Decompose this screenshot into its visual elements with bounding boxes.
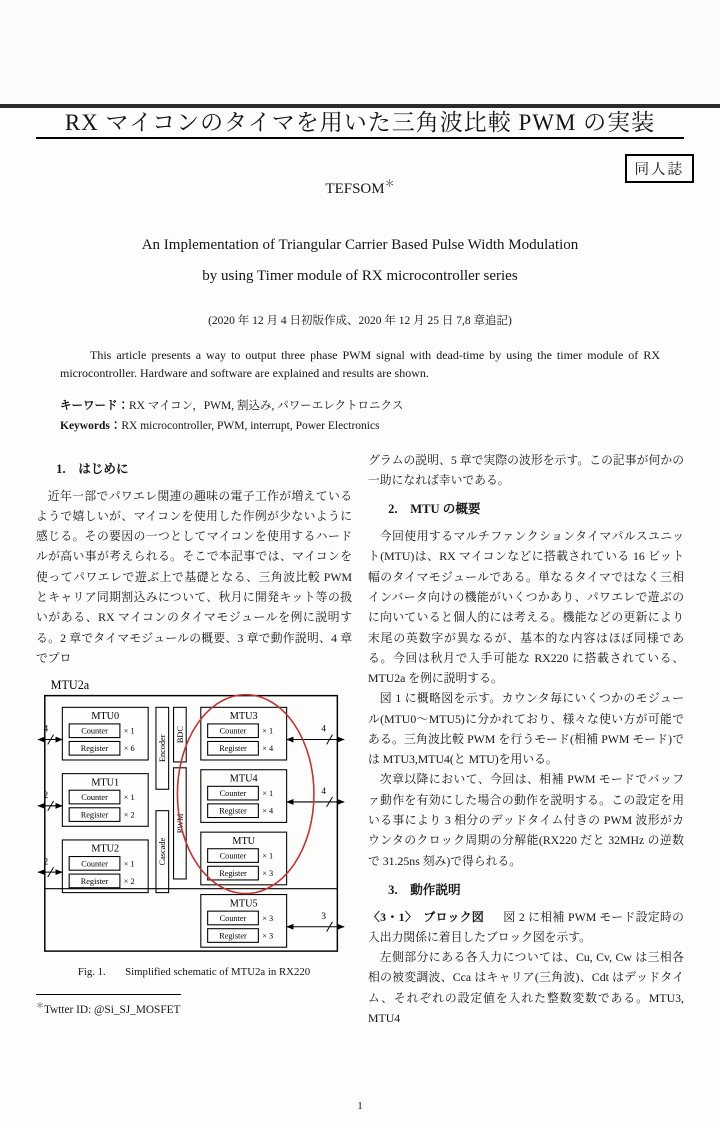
mtu5-label: MTU5 [229, 898, 258, 910]
register-mult: × 2 [123, 876, 135, 886]
counter-label: Counter [219, 913, 247, 923]
register-label: Register [219, 744, 247, 754]
figure-1-caption-label: Fig. 1. [77, 966, 106, 979]
counter-label: Counter [219, 789, 247, 799]
bdc-strip [174, 707, 187, 762]
keywords-block [60, 396, 684, 437]
english-title-line2: by using Timer module of RX microcontroller series [202, 267, 518, 284]
section-2-paragraph-2: 図 1 に概略図を示す。カウンタ毎にいくつかのモジュール(MTU0～MTU5)に分かれており、様々な使い方が可能である。三角波比較 PWM を行うモード(相補 PWM モード)では MTU3,MTU4(と MTU)を用いる。 [368, 691, 684, 767]
bus-width-label: 4 [321, 724, 327, 735]
counter-label: Counter [219, 851, 247, 861]
page-number: 1 [357, 1100, 363, 1112]
subsection-3-1-text: 図 2 に相補 PWM モード設定時の入出力関係に着目したブロック図を示す。 [368, 909, 684, 944]
bdc-strip-label: BDC [175, 726, 185, 744]
counter-mult: × 1 [262, 851, 274, 861]
encoder-strip [156, 707, 169, 789]
counter-label: Counter [81, 859, 108, 869]
mtu2a-diagram [37, 676, 351, 961]
keywords-en-value: RX microcontroller, PWM, interrupt, Power Electronics [121, 420, 380, 433]
counter-mult: × 1 [123, 793, 135, 803]
encoder-strip-label: Encoder [158, 734, 168, 763]
section-1-continuation: グラムの説明、5 章で実際の波形を示す。この記事が何かの一助になれば幸いである。 [368, 452, 684, 488]
bus-width-label: 2 [43, 857, 49, 868]
mtu1-block [38, 774, 148, 827]
keywords-ja-value: RX マイコン，PWM, 割込み, パワーエレクトロニクス [129, 399, 404, 412]
register-mult: × 2 [123, 810, 135, 820]
mtu0-block [38, 707, 148, 760]
revision-dateline: (2020 年 12 月 4 日初版作成、2020 年 12 月 25 日 7,8 章追記) [208, 314, 512, 327]
abstract-text: This article presents a way to output three phase PWM signal with dead-time by using the timer module of RX microcontroller. Hardware and software are explained and results are shown. [60, 347, 660, 380]
counter-mult: × 1 [262, 789, 274, 799]
figure-1 [36, 676, 352, 982]
mtu4-block [201, 770, 344, 823]
bus-width-label: 4 [321, 787, 327, 798]
counter-mult: × 1 [262, 726, 274, 736]
author-footnote-mark: ＊ [384, 179, 395, 190]
keywords-en [60, 416, 684, 437]
mtu-label: MTU [232, 835, 256, 847]
section-1-heading: 1. はじめに [56, 461, 129, 476]
section-2-heading: 2. MTU の概要 [388, 502, 481, 517]
footnote-text: Twtter ID: @Si_SJ_MOSFET [44, 1003, 181, 1016]
section-1-paragraph: 近年一部でパワエレ関連の趣味の電子工作が増えているようで嬉しいが、マイコンを使用した作例が少ないように感じる。その要因の一つとしてマイコンを使用するハードルが高い事が考えられる。そこで本記事では、マイコンを使ってパワエレで遊ぶ上で基礎となる、三角波比較 PWM とキャリア同期割込みについて、秋月に開発キット等の扱いがある、RX マイコンのタイマモジュールを例に説明する。2 章でタイマモジュールの概要、3 章で動作説明、4 章でプロ [36, 488, 352, 665]
subsection-3-1-label: 〈3・1〉 ブロック図 [368, 909, 485, 924]
counter-label: Counter [81, 726, 108, 736]
mtu2-block [38, 840, 148, 893]
english-title-line1: An Implementation of Triangular Carrier Based Pulse Width Modulation [141, 237, 579, 253]
category-badge: 同人誌 [625, 154, 695, 183]
counter-mult: × 1 [123, 859, 135, 869]
register-label: Register [80, 876, 109, 886]
right-column [368, 450, 684, 1028]
pwm-strip-label: PWM [175, 813, 185, 834]
mtu-shared-block [201, 832, 287, 885]
register-label: Register [80, 744, 109, 754]
cascade-strip [156, 811, 169, 893]
mtu1-label: MTU1 [91, 777, 120, 789]
english-title [36, 230, 684, 292]
register-mult: × 3 [262, 869, 274, 879]
section-2-paragraph-1: 今回使用するマルチファンクションタイマパルスユニット(MTU)は、RX マイコンなどに搭載されている 16 ビット幅のタイマモジュールである。単なるタイマではなく三相インバータ向けの機能がいくつかあり、パワエレで遊ぶのに向いていると個人的には考える。機能などの更新により末尾の英数字が異なるが、基本的な内容はほぼ同様である。今回は秋月で入手可能な RX220 に搭載されている、MTU2a を例に説明する。 [368, 529, 684, 686]
figure-1-caption-text: Simplified schematic of MTU2a in RX220 [125, 966, 311, 979]
section-3-paragraph-2: 左側部分にある各入力については、Cu, Cv, Cw は三相各相の被変調波、Cca はキャリア(三角波)、Cdt はデッドタイム、それぞれの設定値を入れた整数変数である。MTU3, MTU4 [368, 950, 684, 1025]
author-name: TEFSOM [325, 181, 385, 197]
register-mult: × 6 [123, 744, 135, 754]
counter-label: Counter [81, 793, 108, 803]
page-top-edge [0, 104, 720, 108]
footnote [36, 999, 352, 1020]
subsection-3-1 [368, 907, 684, 948]
section-2-paragraph-3: 次章以降において、今回は、相補 PWM モードでバッファ動作を有効にした場合の動作を説明する。この設定を用いる事により 3 相分のデッドタイム付きの PWM 波形がカウンタのクロック周期の分解能(RX220 だと 32MHz の逆数で 31.25ns 刻み)で得られる。 [368, 772, 684, 868]
keywords-ja [60, 396, 684, 417]
cascade-strip-label: Cascade [158, 837, 168, 866]
mtu0-label: MTU0 [91, 711, 120, 723]
bus-width-label: 2 [43, 791, 49, 802]
register-label: Register [219, 806, 247, 816]
mtu4-label: MTU4 [229, 773, 258, 785]
bus-width-label: 4 [43, 724, 49, 735]
footnote-rule [36, 994, 181, 995]
keywords-en-label: Keywords： [60, 420, 122, 433]
register-label: Register [219, 931, 247, 941]
figure-1-caption [36, 963, 352, 982]
mtu2-label: MTU2 [91, 843, 120, 855]
bus-width-label: 3 [321, 912, 327, 923]
left-column [36, 450, 352, 1028]
register-mult: × 4 [262, 806, 274, 816]
author-line [36, 175, 684, 198]
footnote-mark: ＊ [36, 1000, 44, 1010]
header-rule [36, 137, 684, 139]
section-3-heading: 3. 動作説明 [388, 882, 461, 897]
register-label: Register [219, 869, 247, 879]
register-label: Register [80, 810, 109, 820]
mtu5-block [201, 895, 344, 948]
document-page [0, 104, 720, 1128]
mtu3-block [201, 707, 344, 760]
two-column-body [36, 450, 684, 1028]
counter-mult: × 1 [123, 726, 135, 736]
counter-mult: × 3 [262, 913, 274, 923]
paper-title: RX マイコンのタイマを用いた三角波比較 PWM の実装 [64, 110, 656, 135]
counter-label: Counter [219, 726, 247, 736]
diagram-title: MTU2a [50, 677, 90, 692]
register-mult: × 4 [262, 744, 274, 754]
mtu3-label: MTU3 [229, 711, 258, 723]
register-mult: × 3 [262, 931, 274, 941]
keywords-ja-label: キーワード： [60, 399, 129, 412]
